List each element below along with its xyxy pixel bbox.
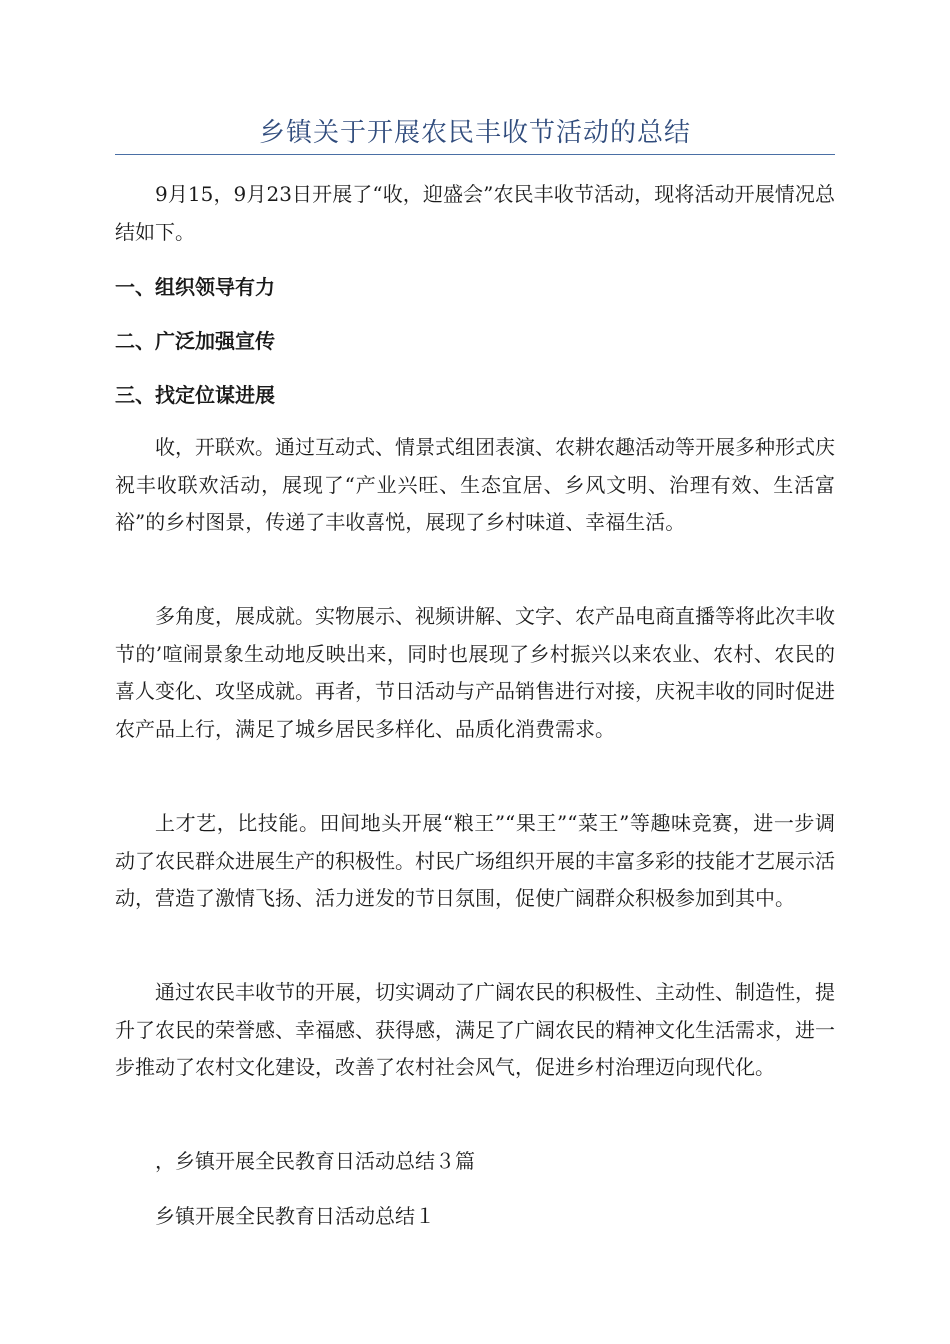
paragraph-conclusion: 通过农民丰收节的开展，切实调动了广阔农民的积极性、主动性、制造性，提升了农民的荣誉感、幸福感、获得感，满足了广阔农民的精神文化生活需求，进一步推动了农村文化建设，改善了农村社会风气，促进乡村治理迈向现代化。 <box>115 980 835 1079</box>
section-heading-2: 二、广泛加强宣传 <box>115 329 275 353</box>
paragraph-celebration: 收，开联欢。通过互动式、情景式组团表演、农耕农趣活动等开展多种形式庆祝丰收联欢活动，展现了“产业兴旺、生态宜居、乡风文明、治理有效、生活富裕”的乡村图景，传递了丰收喜悦，展现了乡村味道、幸福生活。 <box>115 435 835 534</box>
section-heading-3: 三、找定位谋进展 <box>115 383 275 407</box>
intro-paragraph: 9月15，9月23日开展了“收，迎盛会”农民丰收节活动，现将活动开展情况总结如下。 <box>115 182 835 244</box>
document-title: 乡镇关于开展农民丰收节活动的总结 <box>258 118 691 148</box>
trailing-line-1: ，乡镇开展全民教育日活动总结３篇 <box>155 1149 475 1173</box>
trailing-line-2: 乡镇开展全民教育日活动总结１ <box>155 1204 435 1228</box>
title-underline <box>115 154 835 155</box>
paragraph-achievements: 多角度，展成就。实物展示、视频讲解、文字、农产品电商直播等将此次丰收节的’喧闹景象生动地反映出来，同时也展现了乡村振兴以来农业、农村、农民的喜人变化、攻坚成就。再者，节日活动与产品销售进行对接，庆祝丰收的同时促进农产品上行，满足了城乡居民多样化、品质化消费需求。 <box>115 604 835 741</box>
section-heading-1: 一、组织领导有力 <box>115 275 275 299</box>
paragraph-skills: 上才艺，比技能。田间地头开展“粮王”“果王”“菜王”等趣味竞赛，进一步调动了农民群众进展生产的积极性。村民广场组织开展的丰富多彩的技能才艺展示活动，营造了激情飞扬、活力迸发的节日氛围，促使广阔群众积极参加到其中。 <box>115 811 835 910</box>
